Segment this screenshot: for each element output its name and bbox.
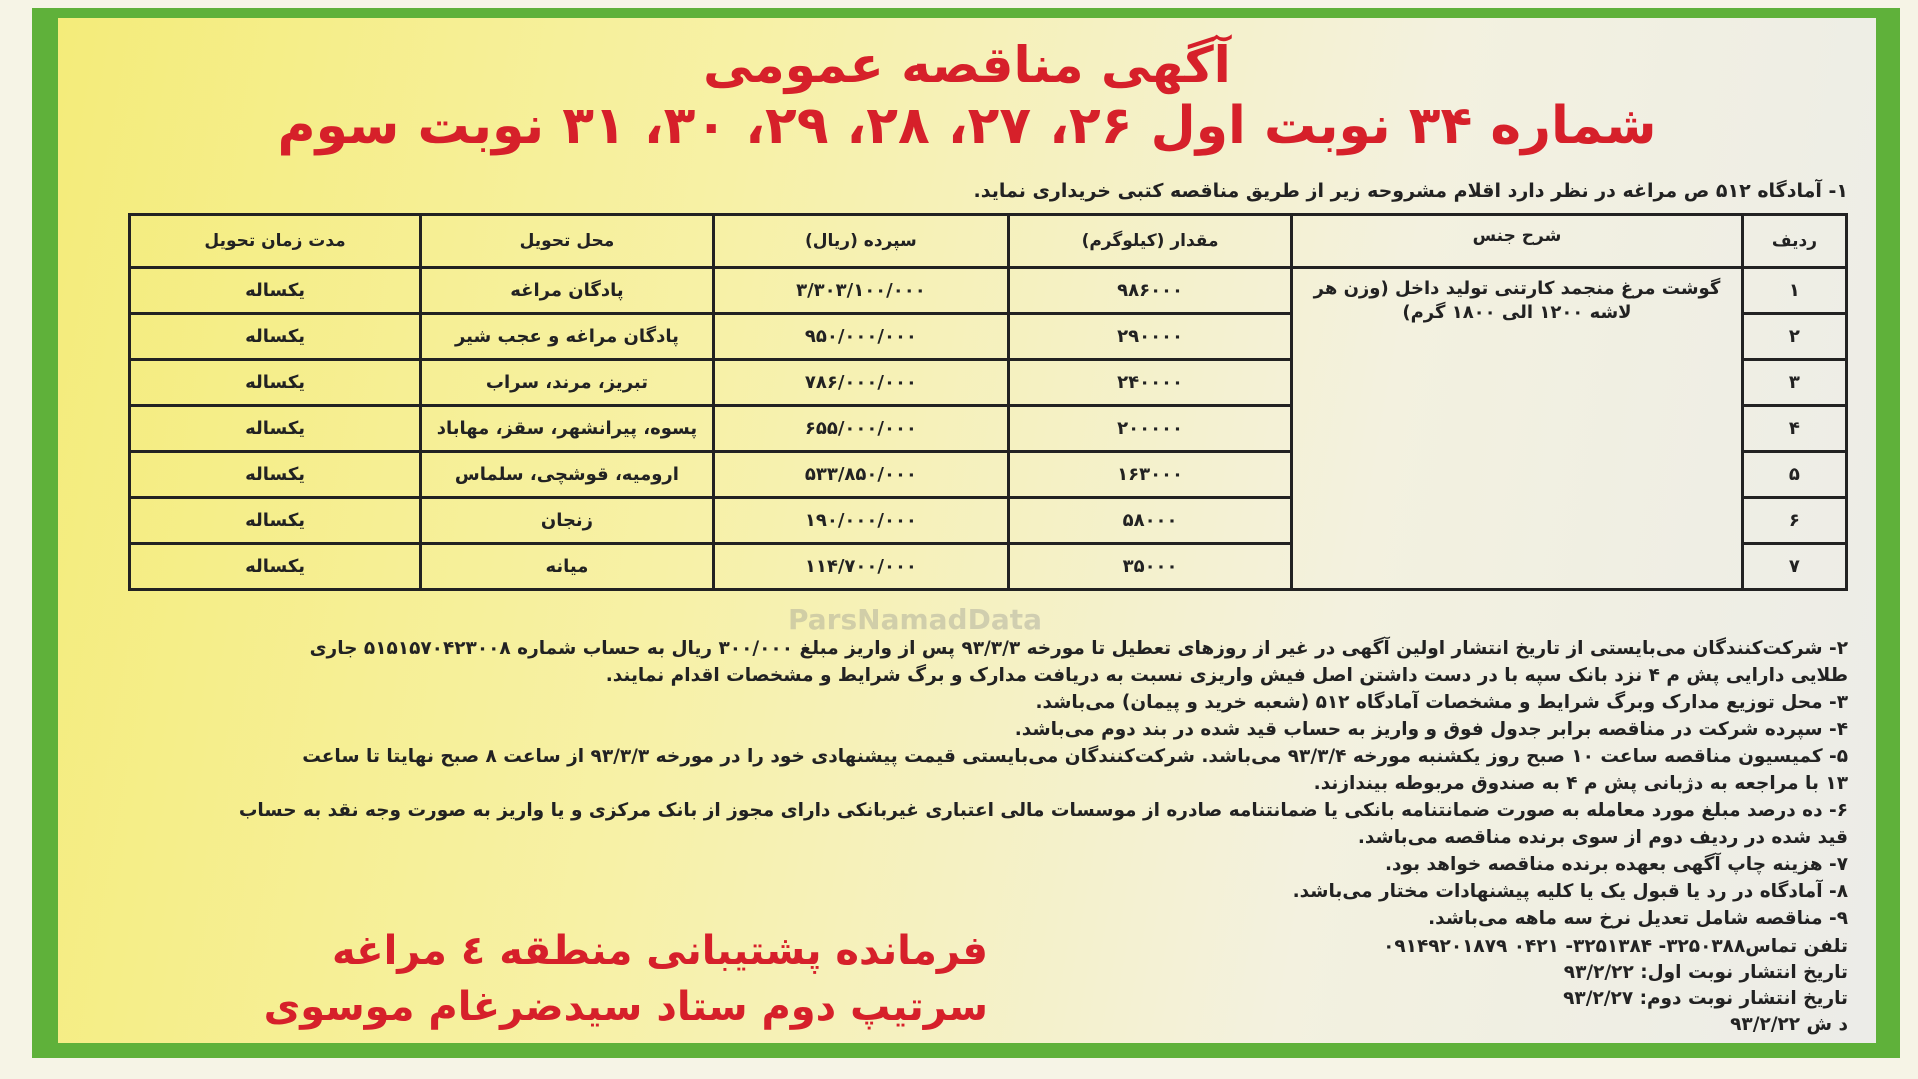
- signature-line-1: فرمانده پشتیبانی منطقه ٤ مراغه: [332, 928, 988, 974]
- page-title: آگهی مناقصه عمومی: [703, 36, 1231, 94]
- cell-quantity: ۲۹۰۰۰۰: [1009, 314, 1292, 360]
- cell-location: پادگان مراغه: [421, 268, 714, 314]
- cell-row: ۷: [1742, 544, 1846, 590]
- cell-location: زنجان: [421, 498, 714, 544]
- term-item: ۶- ده درصد مبلغ مورد معامله به صورت ضمانتنامه بانکی یا ضمانتنامه صادره از موسسات مالی اعتباری غیربانکی دارای مجوز از بانک مرکزی و یا واریز به صورت وجه نقد به حساب: [238, 800, 1848, 821]
- table-row: [130, 268, 1847, 314]
- term-item: ۳- محل توزیع مدارک وبرگ شرایط و مشخصات آمادگاه ۵۱۲ (شعبه خرید و پیمان) می‌باشد.: [1035, 692, 1848, 713]
- cell-row: ۳: [1742, 360, 1846, 406]
- cell-quantity: ۲۴۰۰۰۰: [1009, 360, 1292, 406]
- term-item: ۷- هزینه چاپ آگهی بعهده برنده مناقصه خواهد بود.: [1384, 854, 1848, 875]
- cell-time: یکساله: [130, 452, 421, 498]
- watermark: ParsNamadData: [788, 603, 1042, 636]
- intro-text: ۱- آمادگاه ۵۱۲ ص مراغه در نظر دارد اقلام مشروحه زیر از طریق مناقصه کتبی خریداری نماید.: [973, 180, 1848, 202]
- notice-paper: [58, 18, 1876, 1043]
- header-quantity: مقدار (کیلوگرم): [1009, 215, 1292, 268]
- tender-table: [128, 213, 1848, 591]
- cell-row: ۲: [1742, 314, 1846, 360]
- cell-time: یکساله: [130, 544, 421, 590]
- cell-location: پادگان مراغه و عجب شیر: [421, 314, 714, 360]
- cell-time: یکساله: [130, 360, 421, 406]
- term-item: طلایی دارایی پش م ۴ نزد بانک سپه با در دست داشتن اصل فیش واریزی نسبت به دریافت مدارک و برگ شرایط و مشخصات اقدام نمایند.: [605, 665, 1848, 686]
- cell-time: یکساله: [130, 268, 421, 314]
- header-description: شرح جنس: [1292, 215, 1743, 268]
- second-publish-date: تاریخ انتشار نوبت دوم: ۹۳/۲/۲۷: [1563, 988, 1848, 1009]
- notice-code: د ش ۹۳/۲/۲۲: [1730, 1014, 1848, 1035]
- cell-location: ارومیه، قوشچی، سلماس: [421, 452, 714, 498]
- term-item: قید شده در ردیف دوم از سوی برنده مناقصه می‌باشد.: [1357, 827, 1848, 848]
- header-row-number: ردیف: [1742, 215, 1846, 268]
- terms-list: [108, 635, 1848, 932]
- term-item: ۹- مناقصه شامل تعدیل نرخ سه ماهه می‌باشد.: [1428, 908, 1848, 929]
- first-publish-date: تاریخ انتشار نوبت اول: ۹۳/۲/۲۲: [1563, 962, 1848, 983]
- cell-deposit: ۳/۳۰۳/۱۰۰/۰۰۰: [713, 268, 1008, 314]
- table-header-row: [130, 215, 1847, 268]
- cell-quantity: ۳۵۰۰۰: [1009, 544, 1292, 590]
- contact-phone: تلفن تماس۳۲۵۰۳۸۸- ۳۲۵۱۳۸۴- ۰۴۲۱ ۰۹۱۴۹۲۰۱۸۷۹: [1383, 936, 1848, 957]
- signature-block: [88, 923, 988, 1035]
- cell-row: ۴: [1742, 406, 1846, 452]
- header-deposit: سپرده (ریال): [713, 215, 1008, 268]
- cell-deposit: ۶۵۵/۰۰۰/۰۰۰: [713, 406, 1008, 452]
- cell-location: تبریز، مرند، سراب: [421, 360, 714, 406]
- term-item: ۸- آمادگاه در رد یا قبول یک یا کلیه پیشنهادات مختار می‌باشد.: [1292, 881, 1848, 902]
- cell-row: ۶: [1742, 498, 1846, 544]
- cell-deposit: ۵۳۳/۸۵۰/۰۰۰: [713, 452, 1008, 498]
- contact-block: [948, 934, 1848, 1038]
- cell-quantity: ۹۸۶۰۰۰: [1009, 268, 1292, 314]
- term-item: ۱۳ با مراجعه به دژبانی پش م ۴ به صندوق مربوطه بیندازند.: [1313, 773, 1848, 794]
- header-location: محل تحویل: [421, 215, 714, 268]
- cell-location: پسوه، پیرانشهر، سقز، مهاباد: [421, 406, 714, 452]
- cell-description: گوشت مرغ منجمد کارتنی تولید داخل (وزن هر لاشه ۱۲۰۰ الی ۱۸۰۰ گرم): [1292, 268, 1743, 590]
- cell-deposit: ۱۱۴/۷۰۰/۰۰۰: [713, 544, 1008, 590]
- page-subtitle: شماره ۳۴ نوبت اول ۲۶، ۲۷، ۲۸، ۲۹، ۳۰، ۳۱ نوبت سوم: [277, 96, 1657, 156]
- cell-quantity: ۱۶۳۰۰۰: [1009, 452, 1292, 498]
- term-item: ۵- کمیسیون مناقصه ساعت ۱۰ صبح روز یکشنبه مورخه ۹۳/۳/۴ می‌باشد. شرکت‌کنندگان می‌بایستی قیمت پیشنهادی خود را در مورخه ۹۳/۳/۳ از ساعت ۸ صبح نهایتا تا ساعت: [302, 746, 1848, 767]
- cell-quantity: ۵۸۰۰۰: [1009, 498, 1292, 544]
- cell-location: میانه: [421, 544, 714, 590]
- cell-deposit: ۱۹۰/۰۰۰/۰۰۰: [713, 498, 1008, 544]
- cell-row: ۵: [1742, 452, 1846, 498]
- header-time: مدت زمان تحویل: [130, 215, 421, 268]
- cell-time: یکساله: [130, 314, 421, 360]
- cell-row: ۱: [1742, 268, 1846, 314]
- signature-line-2: سرتیپ دوم ستاد سیدضرغام موسوی: [263, 984, 988, 1030]
- cell-time: یکساله: [130, 406, 421, 452]
- term-item: ۲- شرکت‌کنندگان می‌بایستی از تاریخ انتشار اولین آگهی در غیر از روزهای تعطیل تا مورخه ۹۳/۳/۳ پس از واریز مبلغ ۳۰۰/۰۰۰ ریال به حساب شماره ۵۱۵۱۵۷۰۴۲۳۰۰۸ جاری: [309, 638, 1848, 659]
- cell-deposit: ۷۸۶/۰۰۰/۰۰۰: [713, 360, 1008, 406]
- cell-quantity: ۲۰۰۰۰۰: [1009, 406, 1292, 452]
- term-item: ۴- سپرده شرکت در مناقصه برابر جدول فوق و واریز به حساب قید شده در بند دوم می‌باشد.: [1014, 719, 1848, 740]
- cell-deposit: ۹۵۰/۰۰۰/۰۰۰: [713, 314, 1008, 360]
- cell-time: یکساله: [130, 498, 421, 544]
